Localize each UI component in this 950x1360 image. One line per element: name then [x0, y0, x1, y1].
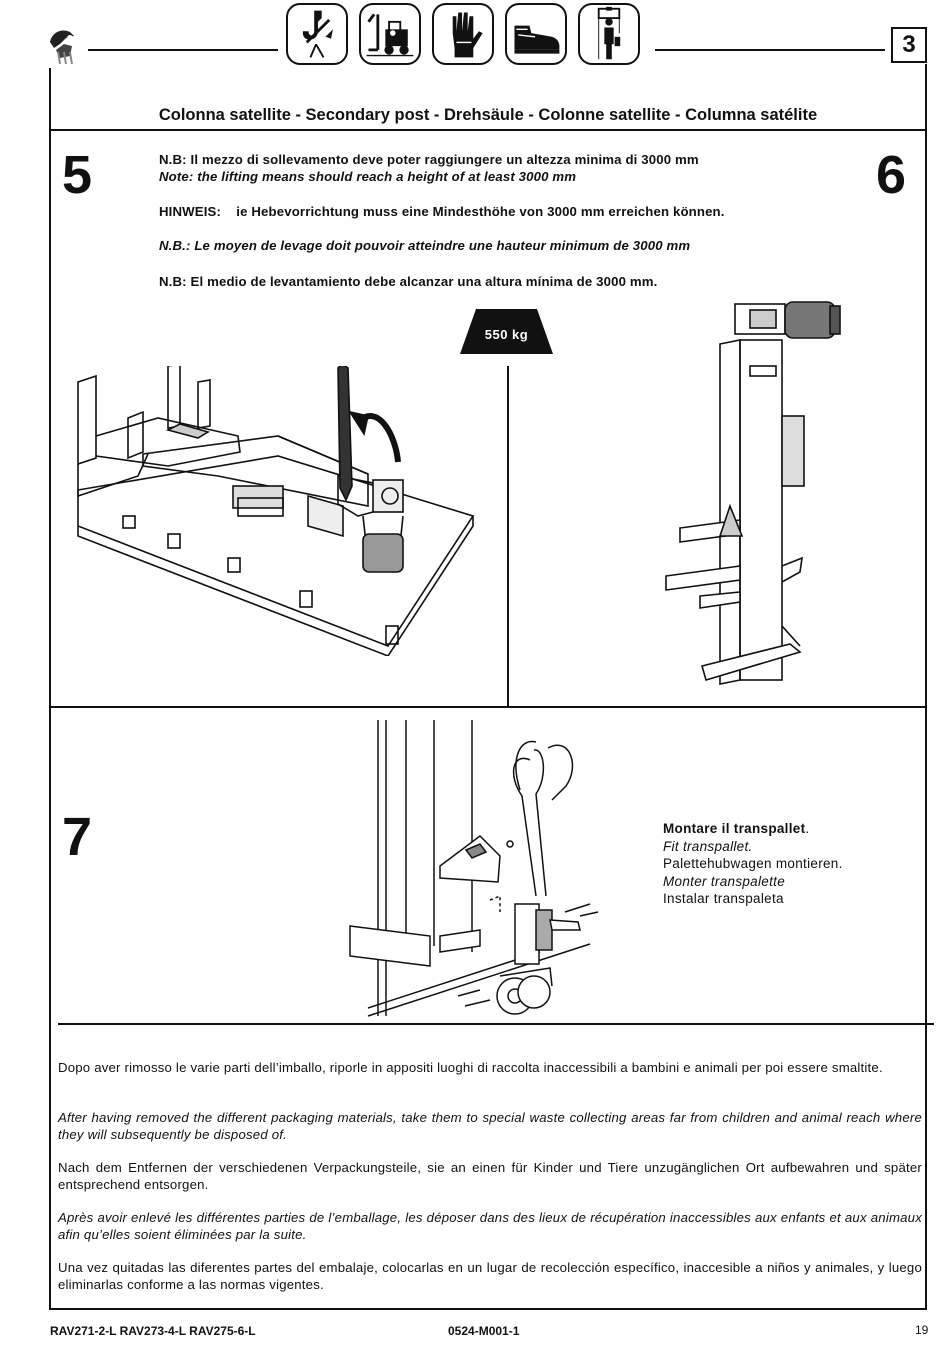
page-title: Colonna satellite - Secondary post - Drehsäule - Colonne satellite - Columna satélite — [158, 106, 818, 124]
step-number-6: 6 — [876, 145, 907, 205]
header-rule-right — [655, 49, 885, 51]
note-en: Note: the lifting means should reach a height of at least 3000 mm — [159, 169, 577, 184]
step-number-7: 7 — [62, 807, 93, 867]
note-es: N.B: El medio de levantamiento debe alcanzar una altura mínima de 3000 mm. — [159, 274, 658, 289]
fit-es: Instalar transpaleta — [663, 891, 784, 906]
note-it: N.B: Il mezzo di sollevamento deve poter raggiungere un altezza minima di 3000 mm — [159, 152, 699, 167]
disposal-es: Una vez quitadas las diferentes partes del embalaje, colocarlas en un lugar de recolección específico, inaccesible a niños y animales, y luego eliminarlas conforme a las normas vigentes. — [58, 1260, 922, 1292]
disposal-it: Dopo aver rimosso le varie parti dell’imballo, riporle in appositi luoghi di raccolta inaccessibili a bambini e animali per poi essere smaltite. — [58, 1060, 883, 1075]
operator-icon — [578, 3, 640, 65]
fit-it-line — [663, 820, 843, 838]
weight-badge — [460, 309, 553, 354]
note-fr: N.B.: Le moyen de levage doit pouvoir atteindre une hauteur minimum de 3000 mm — [159, 238, 691, 253]
disposal-de: Nach dem Entfernen der verschiedenen Verpackungsteile, sie an einen für Kinder und Tiere unzugänglichen Ort aufbewahren und später entsprechend entsorgen. — [58, 1160, 922, 1192]
weight-label: 550 kg — [484, 327, 529, 342]
fit-en: Fit transpallet. — [663, 838, 753, 854]
frame-right — [925, 64, 927, 1310]
step-number-5: 5 — [62, 145, 93, 205]
fit-de: Palettehubwagen montieren. — [663, 856, 843, 871]
divider-title — [49, 129, 927, 131]
page-number: 19 — [915, 1323, 929, 1337]
fit-it: Montare il transpallet — [663, 821, 806, 836]
crane-hook-icon — [286, 3, 348, 65]
logo-icon — [46, 22, 86, 66]
divider-vertical — [507, 366, 509, 706]
section-number: 3 — [891, 27, 927, 63]
step7-transpallet-illustration — [340, 716, 620, 1020]
fit-instructions — [663, 820, 843, 908]
fit-fr: Monter transpalette — [663, 873, 786, 889]
divider-disposal — [58, 1023, 934, 1025]
divider-footer — [49, 1308, 927, 1310]
footer-models: RAV271-2-L RAV273-4-L RAV275-6-L — [50, 1324, 256, 1338]
frame-left — [49, 68, 51, 1310]
disposal-fr: Après avoir enlevé les différentes parties de l’emballage, les déposer dans des lieux de récupération inaccessibles aux enfants et aux animaux afin qu’elles soient éliminées par la suite. — [58, 1210, 922, 1242]
footer-code: 0524-M001-1 — [448, 1324, 520, 1338]
forklift-icon — [359, 3, 421, 65]
step5-crate-illustration — [68, 366, 488, 656]
glove-icon — [432, 3, 494, 65]
safety-shoe-icon — [505, 3, 567, 65]
disposal-en: After having removed the different packaging materials, take them to special waste collecting areas far from children and animal reach where they will subsequently be disposed of. — [58, 1110, 922, 1142]
fit-it-dot: . — [805, 821, 810, 836]
note-de: HINWEIS: ie Hebevorrichtung muss eine Mindesthöhe von 3000 mm erreichen können. — [159, 204, 725, 219]
header-rule-left — [88, 49, 278, 51]
step6-post-illustration — [640, 296, 870, 692]
divider-steps — [49, 706, 927, 708]
